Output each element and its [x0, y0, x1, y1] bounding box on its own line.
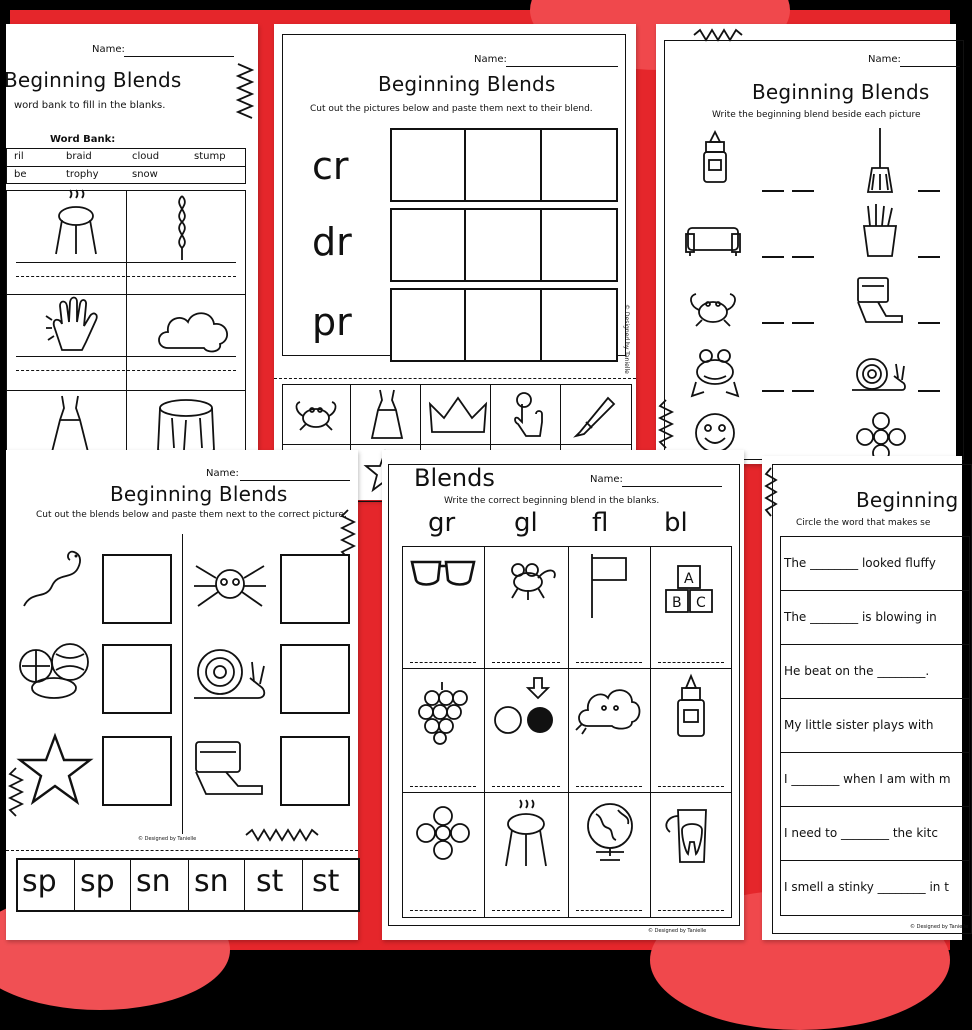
blocks-icon [662, 566, 722, 616]
paste-box[interactable] [280, 736, 350, 806]
word-bank-word: trophy [66, 169, 99, 180]
stapler-icon [192, 740, 266, 800]
name-label: Name: [474, 54, 507, 65]
dress-icon [372, 390, 402, 440]
svg-text:C: C [696, 595, 706, 611]
frog-icon [690, 348, 740, 398]
cloud-icon [576, 684, 640, 734]
spider-icon [192, 556, 268, 612]
credit: © Designed by Tanielle [138, 836, 197, 842]
word-bank-word: stump [194, 151, 226, 162]
sheet-title: Blends [414, 464, 495, 492]
crown-icon [430, 398, 486, 434]
collage-canvas [4, 10, 969, 950]
word-bank-word: cloud [132, 151, 160, 162]
word-bank-label: Word Bank: [50, 134, 116, 145]
glasses-icon [410, 558, 476, 588]
svg-text:B: B [672, 595, 682, 611]
smiley-icon [694, 412, 736, 454]
crab-icon [294, 398, 338, 432]
worksheet-cut-paste-blends [6, 450, 358, 940]
flower-icon [416, 806, 470, 860]
glue-icon [676, 676, 706, 740]
sheet-title: Beginning Blends [378, 72, 556, 96]
paste-box[interactable] [102, 736, 172, 806]
zigzag-decoration [694, 30, 744, 40]
blend-label: dr [312, 220, 352, 264]
paste-box[interactable] [540, 208, 618, 282]
name-label: Name: [590, 474, 623, 485]
snake-icon [22, 550, 88, 610]
sentence: My little sister plays with [784, 718, 934, 732]
press-icon [514, 392, 544, 436]
blend-cutout: st [312, 864, 340, 899]
instructions: Cut out the pictures below and paste them next to their blend. [310, 104, 593, 114]
worksheet-write-blend [656, 24, 956, 464]
word-bank-word: ril [14, 151, 24, 162]
sentence: The ________ looked fluffy [784, 556, 936, 570]
floss-icon [662, 804, 714, 864]
blend-label: fl [592, 508, 609, 538]
sheet-title: Beginning Blends [752, 80, 930, 104]
sentence: He beat on the ________. [784, 664, 930, 678]
paste-box[interactable] [102, 644, 172, 714]
worksheet-cut-paste-pictures [274, 24, 636, 500]
sheet-title: Beginning Blends [4, 68, 182, 92]
globe-icon [582, 800, 638, 866]
grill-icon [504, 800, 548, 868]
blend-label: pr [312, 300, 352, 344]
broom-icon [868, 128, 892, 194]
sheet-title: Beginning Blends [110, 482, 288, 506]
star-icon [18, 734, 92, 806]
zigzag-decoration [238, 64, 258, 124]
paste-box[interactable] [540, 288, 618, 362]
blend-label: gr [428, 508, 456, 538]
zigzag-decoration [246, 830, 320, 840]
worksheet-blends-blanks [382, 450, 744, 940]
name-label: Name: [868, 54, 901, 65]
crayon-icon [576, 392, 616, 436]
grapes-icon [418, 682, 468, 744]
instructions: word bank to fill in the blanks. [14, 100, 166, 111]
fries-icon [862, 204, 898, 258]
snail-icon [852, 356, 908, 394]
paste-box[interactable] [464, 288, 542, 362]
glove-icon [46, 296, 102, 352]
circles-icon [494, 676, 558, 740]
zigzag-decoration [766, 468, 776, 518]
flower-icon [856, 412, 906, 462]
stump-icon [152, 398, 222, 458]
zigzag-decoration [342, 510, 354, 560]
crab-icon [688, 290, 738, 326]
blend-cutout: sp [22, 864, 57, 899]
worksheet-word-bank [6, 24, 258, 450]
sentence: I need to ________ the kitc [784, 826, 938, 840]
instructions: Circle the word that makes se [796, 518, 931, 528]
stapler-icon [856, 278, 904, 328]
balls-icon [18, 640, 92, 700]
credit: © Designed by Tanielle [648, 928, 707, 934]
blend-cutout: st [256, 864, 284, 899]
paste-box[interactable] [280, 554, 350, 624]
paste-box[interactable] [540, 128, 618, 202]
blend-label: cr [312, 144, 349, 188]
paste-box[interactable] [390, 288, 466, 362]
word-bank-word: be [14, 169, 27, 180]
sheet-title: Beginning [856, 488, 959, 512]
fly-icon [498, 556, 558, 600]
snail-icon [192, 646, 268, 706]
flag-icon [588, 554, 628, 618]
instructions: Write the correct beginning blend in the blanks. [444, 496, 660, 506]
blend-label: gl [514, 508, 538, 538]
blend-cutout: sn [136, 864, 171, 899]
credit: © Designed by Tanielle [623, 304, 630, 374]
paste-box[interactable] [102, 554, 172, 624]
paste-box[interactable] [464, 128, 542, 202]
sofa-icon [686, 218, 740, 258]
blend-label: bl [664, 508, 688, 538]
cloud-icon [156, 308, 232, 354]
paste-box[interactable] [390, 208, 466, 282]
instructions: Write the beginning blend beside each picture [712, 110, 921, 120]
paste-box[interactable] [280, 644, 350, 714]
name-label: Name: [206, 468, 239, 479]
sentence: I smell a stinky ________ in t [784, 880, 949, 894]
worksheet-sentences [762, 456, 969, 940]
braid-icon [170, 196, 194, 260]
blend-cutout: sp [80, 864, 115, 899]
grill-icon [56, 196, 96, 256]
instructions: Cut out the blends below and paste them next to the correct picture. [36, 510, 347, 520]
word-bank-word: braid [66, 151, 92, 162]
glue-icon [702, 132, 728, 184]
word-bank-word: snow [132, 169, 158, 180]
svg-text:A: A [684, 571, 694, 587]
dress-icon [52, 396, 88, 454]
name-label: Name: [92, 44, 125, 55]
paste-box[interactable] [390, 128, 466, 202]
sentence: The ________ is blowing in [784, 610, 937, 624]
credit: © Designed by Tanielle [910, 924, 969, 930]
blend-cutout: sn [194, 864, 229, 899]
paste-box[interactable] [464, 208, 542, 282]
sentence: I ________ when I am with m [784, 772, 951, 786]
